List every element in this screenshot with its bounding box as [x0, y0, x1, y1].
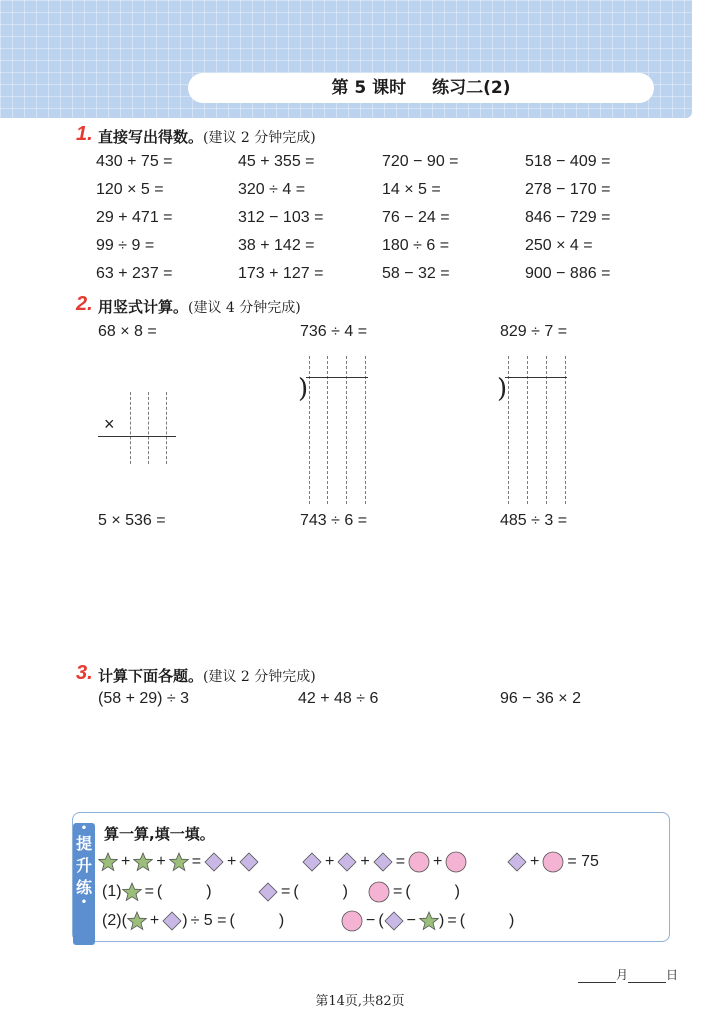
- star-icon: [122, 882, 142, 902]
- mental-problem: 720 − 90 =: [382, 153, 459, 170]
- section2-number: 2.: [76, 293, 93, 315]
- mental-problem: 29 + 471 =: [96, 209, 173, 226]
- division-bracket: ): [497, 374, 508, 404]
- lesson-number: 第 5 课时: [331, 78, 407, 98]
- answer-open: (: [156, 883, 163, 900]
- grid-guide-line: [365, 356, 366, 504]
- equals-sign: =: [144, 883, 154, 900]
- grid-guide-line: [546, 356, 547, 504]
- diamond-icon: [507, 852, 527, 872]
- mental-problem: 63 + 237 =: [96, 265, 173, 282]
- mental-problem: 250 × 4 =: [525, 237, 593, 254]
- day-blank[interactable]: [628, 970, 666, 983]
- question-2-right: [341, 909, 514, 933]
- practice-tag-text: 提升练: [76, 834, 93, 897]
- mixed-problem: 42 + 48 ÷ 6: [298, 690, 379, 707]
- diamond-icon: [384, 911, 404, 931]
- practice-equation-2: [302, 850, 467, 874]
- division-bar: [505, 377, 567, 378]
- circle-icon: [341, 910, 363, 932]
- circle-icon: [445, 851, 467, 873]
- tag-dot: •: [80, 823, 88, 834]
- plus-sign: +: [530, 853, 540, 870]
- mental-problem: 180 ÷ 6 =: [382, 237, 450, 254]
- divide-five: ÷ 5 =: [190, 912, 227, 929]
- mixed-problem: 96 − 36 × 2: [500, 690, 581, 707]
- mental-problem: 14 × 5 =: [382, 181, 441, 198]
- circle-icon: [368, 881, 390, 903]
- equals-75: = 75: [567, 853, 599, 870]
- lesson-topic: 练习二(2): [432, 78, 511, 98]
- answer-open: (: [229, 912, 235, 929]
- plus-sign: +: [149, 912, 160, 929]
- equals-sign: =: [393, 883, 403, 900]
- day-label: 日: [666, 968, 679, 982]
- date-line: [578, 966, 678, 983]
- mental-problem: 846 − 729 =: [525, 209, 611, 226]
- section1-number: 1.: [76, 123, 93, 145]
- vertical-problem: 736 ÷ 4 =: [300, 323, 368, 340]
- diamond-icon: [337, 852, 357, 872]
- grid-guide-line: [346, 356, 347, 504]
- circle-icon: [408, 851, 430, 873]
- diamond-icon: [373, 852, 393, 872]
- vertical-problem: 743 ÷ 6 =: [300, 512, 368, 529]
- diamond-icon: [162, 911, 182, 931]
- section3-hint: (建议 2 分钟完成): [203, 669, 316, 685]
- mental-problem: 45 + 355 =: [238, 153, 315, 170]
- answer-open: (: [405, 883, 411, 900]
- grid-guide-line: [130, 392, 131, 464]
- mental-problem: 430 + 75 =: [96, 153, 173, 170]
- section1-title-text: 直接写出得数。: [98, 128, 204, 146]
- grid-guide-line: [309, 356, 310, 504]
- division-bracket: ): [298, 374, 309, 404]
- answer-close: ): [342, 883, 348, 900]
- paren-close: ): [182, 912, 188, 929]
- section3-title-text: 计算下面各题。: [98, 667, 204, 685]
- equals-sign: =: [191, 853, 202, 870]
- star-icon: [98, 852, 118, 872]
- grid-guide-line: [527, 356, 528, 504]
- product-line: [98, 436, 176, 437]
- plus-sign: +: [433, 853, 443, 870]
- paren-open: (: [121, 912, 127, 929]
- section2-title: [98, 296, 301, 317]
- month-label: 月: [616, 968, 629, 982]
- practice-tag: [73, 823, 95, 945]
- plus-sign: +: [360, 853, 370, 870]
- equals-sign: =: [447, 912, 457, 929]
- plus-sign: +: [325, 853, 335, 870]
- mixed-problem: (58 + 29) ÷ 3: [98, 690, 190, 707]
- section3-title: [98, 665, 316, 686]
- vertical-problem: 68 × 8 =: [98, 323, 157, 340]
- question-2-left: [102, 909, 284, 933]
- question-1-label: (1): [102, 883, 122, 900]
- lesson-title: [188, 73, 654, 103]
- diamond-icon: [204, 852, 224, 872]
- vertical-problem: 829 ÷ 7 =: [500, 323, 568, 340]
- diamond-icon: [258, 882, 278, 902]
- answer-close: ): [454, 883, 460, 900]
- mental-problem: 312 − 103 =: [238, 209, 324, 226]
- question-2-label: (2): [102, 912, 122, 929]
- section1-title: [98, 126, 316, 147]
- question-1-circle: [368, 880, 460, 904]
- star-icon: [419, 911, 439, 931]
- times-sign: ×: [104, 414, 115, 434]
- diamond-icon: [302, 852, 322, 872]
- paren-open: (: [378, 912, 384, 929]
- mental-problem: 76 − 24 =: [382, 209, 450, 226]
- paren-close: ): [439, 912, 445, 929]
- section1-hint: (建议 2 分钟完成): [203, 130, 316, 146]
- star-icon: [127, 911, 147, 931]
- division-bar: [306, 377, 368, 378]
- mental-problem: 120 × 5 =: [96, 181, 164, 198]
- star-icon: [169, 852, 189, 872]
- practice-equation-1: [98, 850, 259, 874]
- question-1-star: [102, 880, 212, 904]
- circle-icon: [542, 851, 564, 873]
- answer-close: ): [509, 912, 515, 929]
- practice-title: 算一算,填一填。: [104, 825, 215, 843]
- mental-problem: 58 − 32 =: [382, 265, 450, 282]
- section2-hint: (建议 4 分钟完成): [188, 300, 301, 316]
- mental-problem: 518 − 409 =: [525, 153, 611, 170]
- grid-guide-line: [565, 356, 566, 504]
- grid-guide-line: [508, 356, 509, 504]
- plus-sign: +: [227, 853, 237, 870]
- minus-sign: −: [366, 912, 376, 929]
- question-1-diamond: [258, 880, 348, 904]
- mental-problem: 320 ÷ 4 =: [238, 181, 306, 198]
- equals-sign: =: [395, 853, 406, 870]
- practice-equation-3: [507, 850, 602, 874]
- vertical-problem: 485 ÷ 3 =: [500, 512, 568, 529]
- mental-problem: 173 + 127 =: [238, 265, 324, 282]
- section2-title-text: 用竖式计算。: [98, 298, 189, 316]
- answer-open: (: [459, 912, 466, 929]
- plus-sign: +: [156, 853, 166, 870]
- section3-number: 3.: [76, 662, 93, 684]
- month-blank[interactable]: [578, 970, 616, 983]
- grid-guide-line: [166, 392, 167, 464]
- vertical-problem: 5 × 536 =: [98, 512, 166, 529]
- mental-problem: 900 − 886 =: [525, 265, 611, 282]
- tag-dot: •: [80, 897, 88, 908]
- answer-close: ): [206, 883, 212, 900]
- mental-problem: 278 − 170 =: [525, 181, 611, 198]
- minus-sign: −: [406, 912, 417, 929]
- star-icon: [133, 852, 153, 872]
- plus-sign: +: [121, 853, 131, 870]
- answer-open: (: [293, 883, 299, 900]
- answer-close: ): [278, 912, 285, 929]
- equals-sign: =: [281, 883, 291, 900]
- mental-problem: 38 + 142 =: [238, 237, 315, 254]
- grid-guide-line: [148, 392, 149, 464]
- grid-guide-line: [327, 356, 328, 504]
- page-number: 第14页,共82页: [315, 994, 405, 1009]
- diamond-icon: [239, 852, 259, 872]
- mental-problem: 99 ÷ 9 =: [96, 237, 155, 254]
